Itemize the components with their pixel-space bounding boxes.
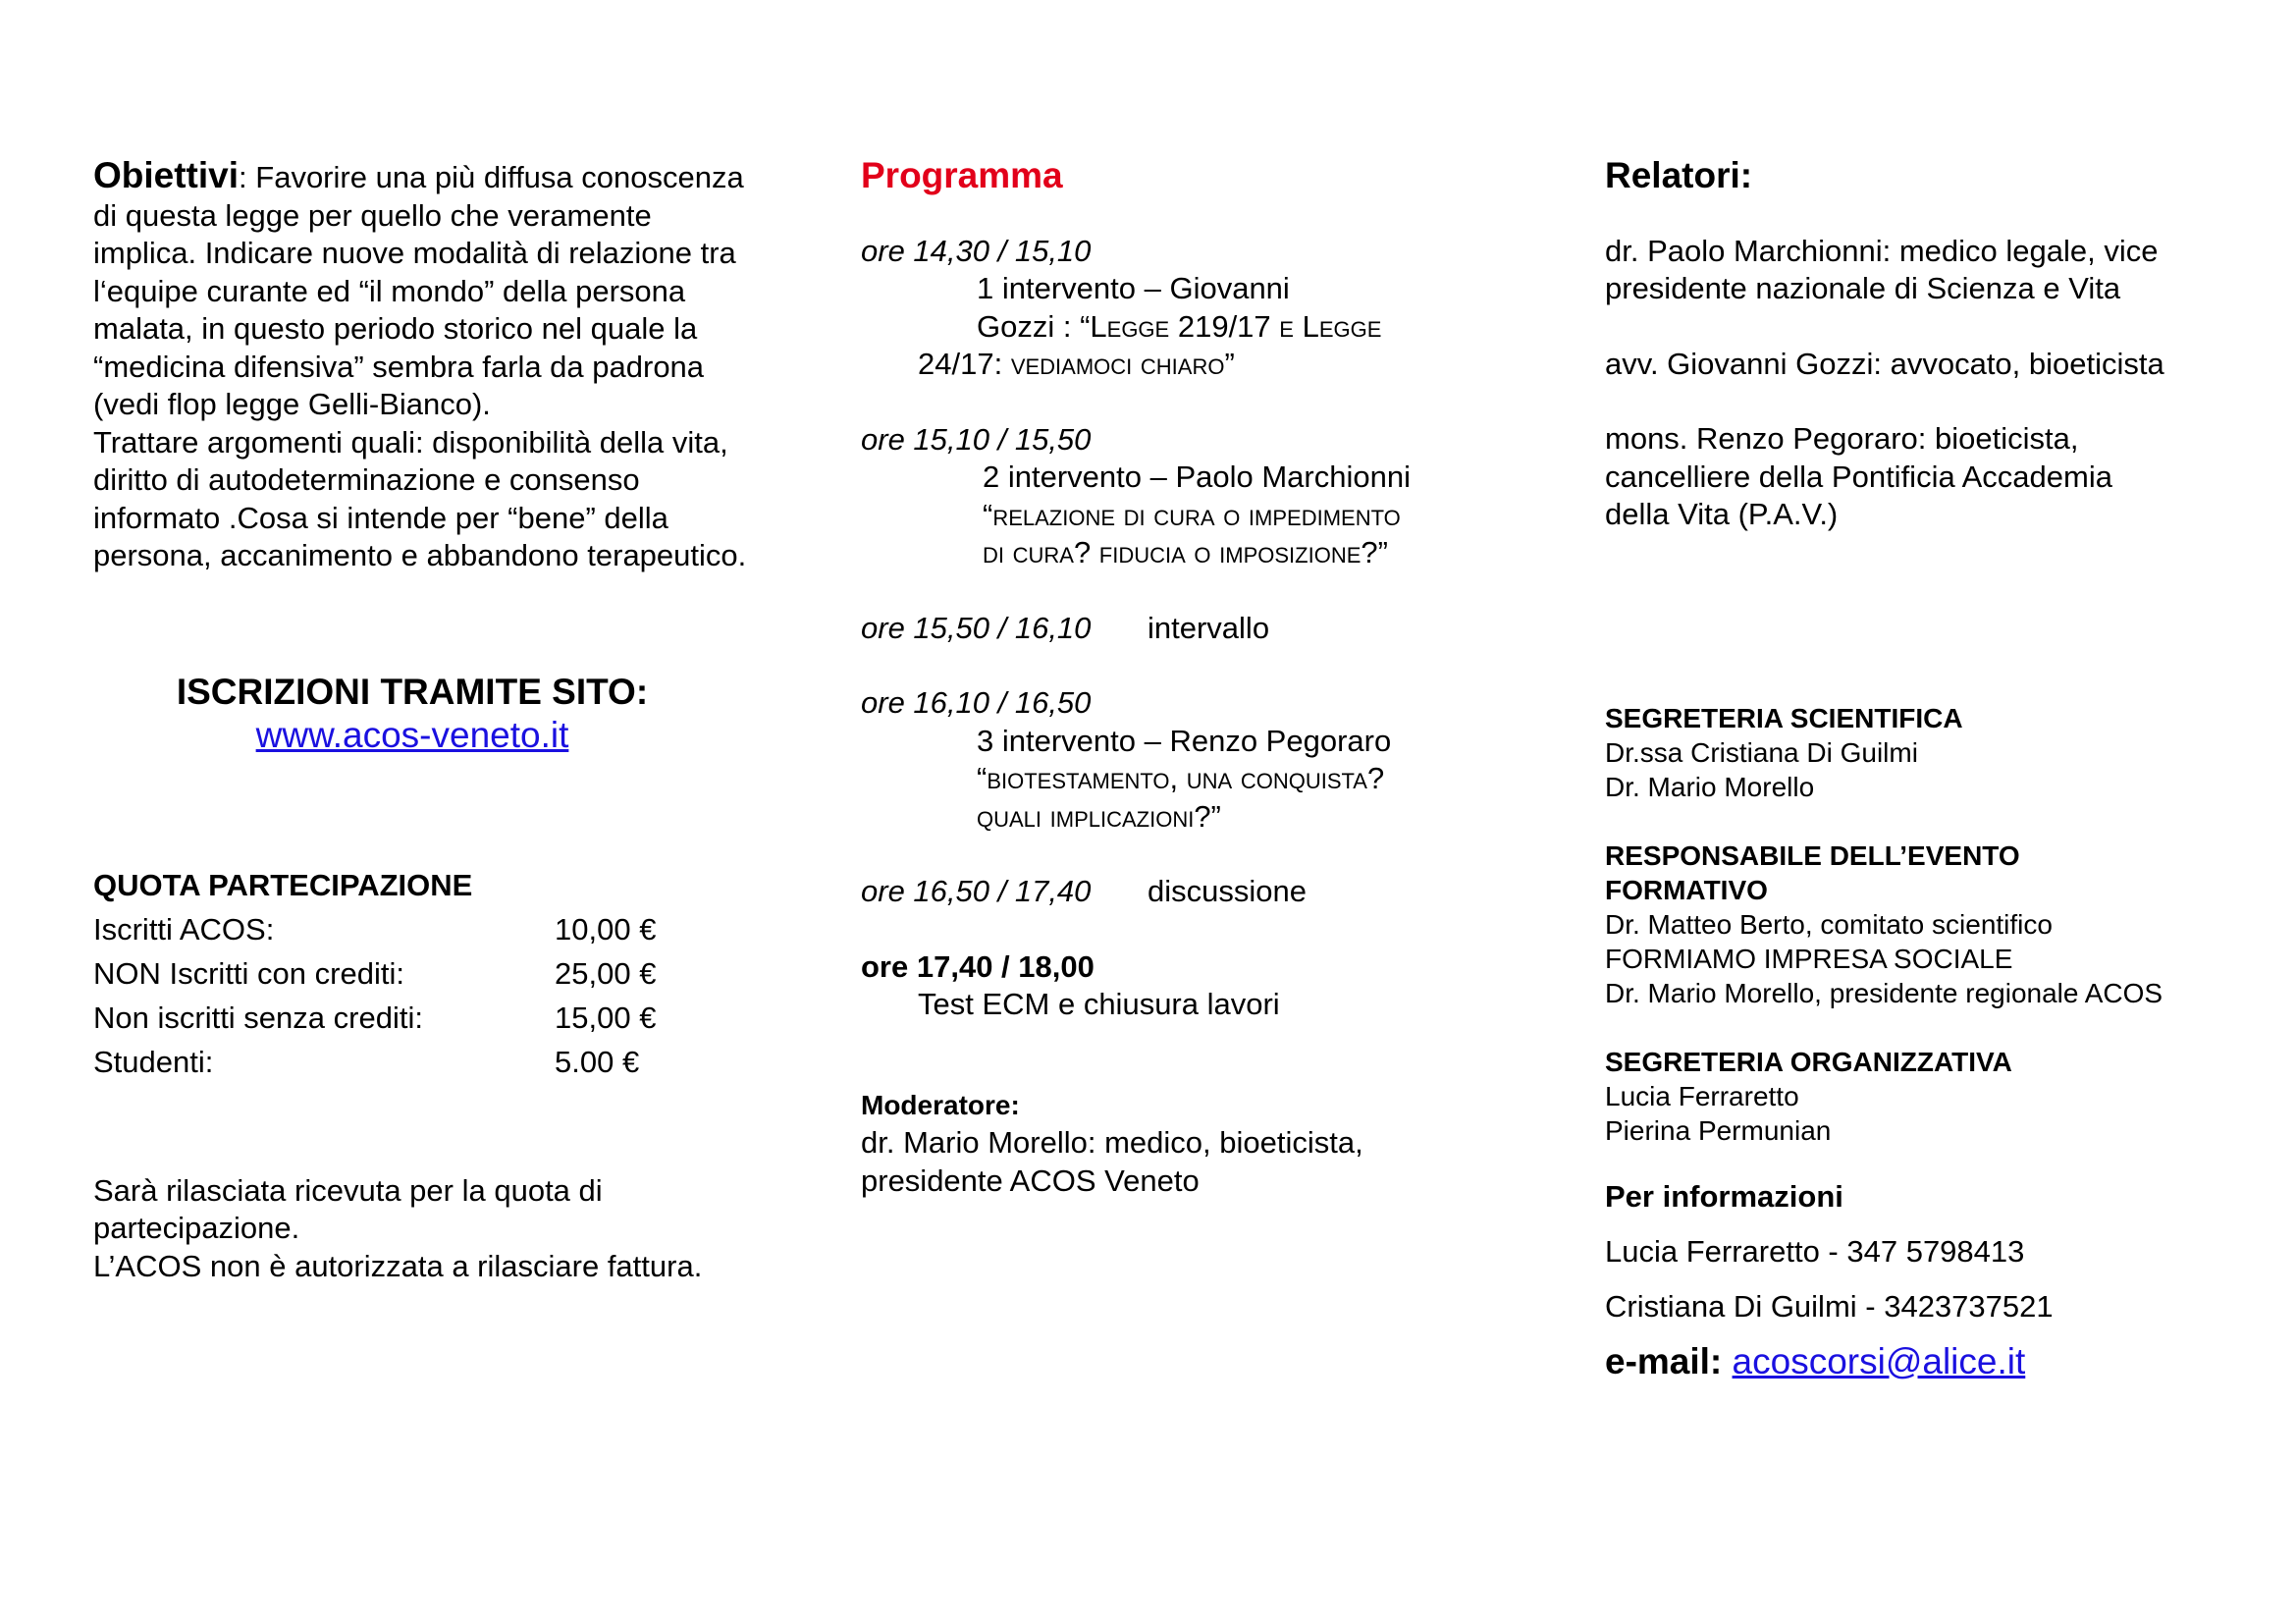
session-speaker: 3 intervento – Renzo Pegoraro	[977, 723, 1392, 758]
secretariat-member: Dr.ssa Cristiana Di Guilmi	[1605, 736, 1918, 768]
session-speaker: 1 intervento – Giovanni	[977, 271, 1290, 305]
email-label: e-mail:	[1605, 1340, 1723, 1381]
session-talk-title: “biotestamento, una conquista?	[977, 761, 1385, 795]
session-activity: Test ECM e chiusura lavori	[918, 987, 1280, 1021]
program-session	[861, 610, 1528, 648]
session-activity: discussione	[1148, 874, 1307, 908]
registration-title: ISCRIZIONI TRAMITE SITO:	[176, 671, 649, 712]
objectives-label: Obiettivi	[93, 155, 240, 195]
info-contact: Cristiana Di Guilmi - 3423737521	[1605, 1288, 2054, 1324]
fees-title: QUOTA PARTECIPAZIONE	[93, 867, 473, 902]
session-activity: intervallo	[1148, 610, 1270, 645]
fee-row	[93, 951, 656, 996]
event-manager-title: RESPONSABILE DELL’EVENTO FORMATIVO	[1605, 839, 2020, 905]
fee-amount: 15,00 €	[555, 1000, 657, 1035]
session-time: ore 16,10 / 16,50	[861, 685, 1092, 720]
moderator-label: Moderatore:	[861, 1089, 1020, 1120]
email-link[interactable]: acoscorsi@alice.it	[1732, 1340, 2026, 1381]
program-session	[861, 233, 1528, 384]
info-contact: Lucia Ferraretto - 347 5798413	[1605, 1233, 2025, 1269]
session-talk-title: Gozzi : “Legge 219/17 e Legge	[977, 308, 1382, 344]
fee-row	[93, 907, 656, 951]
speakers-title: Relatori:	[1605, 155, 1753, 195]
topics-paragraph: Trattare argomenti quali: disponibilità della vita, diritto di autodeterminazione e consenso informato .Cosa si intende per “bene” della persona, accanimento e abbandono terapeutico.	[93, 424, 747, 572]
organizing-secretariat	[1605, 1045, 2272, 1148]
fee-row	[93, 996, 656, 1040]
program-session	[861, 421, 1528, 572]
fee-label: NON Iscritti con crediti:	[93, 955, 404, 991]
email-line	[1605, 1334, 2272, 1389]
fee-row	[93, 1040, 656, 1084]
secretariat-member: Dr. Mario Morello	[1605, 771, 1815, 802]
fees-table	[93, 907, 656, 1084]
scientific-secretariat-title: SEGRETERIA SCIENTIFICA	[1605, 702, 1963, 733]
session-talk-title: di cura? fiducia o imposizione?”	[983, 535, 1388, 569]
session-speaker: 2 intervento – Paolo Marchionni	[983, 460, 1411, 494]
fee-amount: 25,00 €	[555, 955, 657, 991]
session-time: ore 14,30 / 15,10	[861, 233, 1092, 268]
fee-amount: 10,00 €	[555, 911, 657, 947]
fee-label: Studenti:	[93, 1044, 214, 1079]
event-manager-line: Dr. Matteo Berto, comitato scientifico	[1605, 908, 2053, 940]
scientific-secretariat	[1605, 701, 2272, 804]
speaker-item: dr. Paolo Marchionni: medico legale, vice presidente nazionale di Scienza e Vita	[1605, 233, 2159, 305]
event-manager-line: FORMIAMO IMPRESA SOCIALE	[1605, 943, 2013, 974]
session-time: ore 17,40 / 18,00	[861, 948, 1095, 984]
program-session	[861, 684, 1528, 836]
moderator-text: dr. Mario Morello: medico, bioeticista, presidente ACOS Veneto	[861, 1125, 1363, 1198]
organizing-secretariat-title: SEGRETERIA ORGANIZZATIVA	[1605, 1046, 2012, 1077]
fee-amount: 5.00 €	[555, 1044, 640, 1079]
program-session	[861, 948, 1528, 1024]
objectives-paragraph: Obiettivi: Favorire una più diffusa conoscenza di questa legge per quello che veramente implica. Indicare nuove modalità di relazione tra l‘equipe curante ed “il mondo” della persona malata, in questo periodo storico nel quale la “medicina difensiva” sembra farla da padrona (vedi flop legge Gelli-Bianco).	[93, 155, 744, 421]
event-manager-line: Dr. Mario Morello, presidente regionale ACOS	[1605, 977, 2163, 1008]
receipt-note: Sarà rilasciata ricevuta per la quota di partecipazione.	[93, 1172, 603, 1245]
speaker-item: mons. Renzo Pegoraro: bioeticista, cancelliere della Pontificia Accademia della Vita (P.A.V.)	[1605, 421, 2112, 531]
objectives-column	[93, 157, 761, 1285]
objectives-text: Favorire una più diffusa conoscenza di questa legge per quello che veramente implica. Indicare nuove modalità di relazione tra l‘equipe curante ed “il mondo” della persona malata, in questo periodo storico nel quale la “medicina difensiva” sembra farla da padrona (vedi flop legge Gelli-Bianco).	[93, 160, 744, 421]
event-manager	[1605, 839, 2272, 1010]
speaker-item: avv. Giovanni Gozzi: avvocato, bioeticista	[1605, 346, 2164, 381]
session-talk-title: “relazione di cura o impedimento	[983, 497, 1401, 532]
session-talk-title: quali implicazioni?”	[977, 798, 1221, 834]
info-block	[1605, 1169, 2272, 1389]
session-time: ore 16,50 / 17,40	[861, 874, 1092, 908]
fee-label: Non iscritti senza crediti:	[93, 1000, 423, 1035]
program-title: Programma	[861, 155, 1063, 195]
session-time: ore 15,50 / 16,10	[861, 610, 1092, 645]
program-column	[861, 157, 1528, 1200]
invoice-note: L’ACOS non è autorizzata a rilasciare fattura.	[93, 1248, 703, 1283]
session-time: ore 15,10 / 15,50	[861, 421, 1092, 457]
registration-website-link[interactable]: www.acos-veneto.it	[255, 714, 569, 755]
info-title: Per informazioni	[1605, 1178, 1843, 1214]
fee-label: Iscritti ACOS:	[93, 911, 275, 947]
secretariat-member: Pierina Permunian	[1605, 1114, 1832, 1146]
program-session	[861, 873, 1528, 911]
speakers-column	[1605, 157, 2272, 1389]
secretariat-member: Lucia Ferraretto	[1605, 1080, 1799, 1111]
session-talk-title-cont: 24/17: vediamoci chiaro”	[918, 347, 1235, 381]
